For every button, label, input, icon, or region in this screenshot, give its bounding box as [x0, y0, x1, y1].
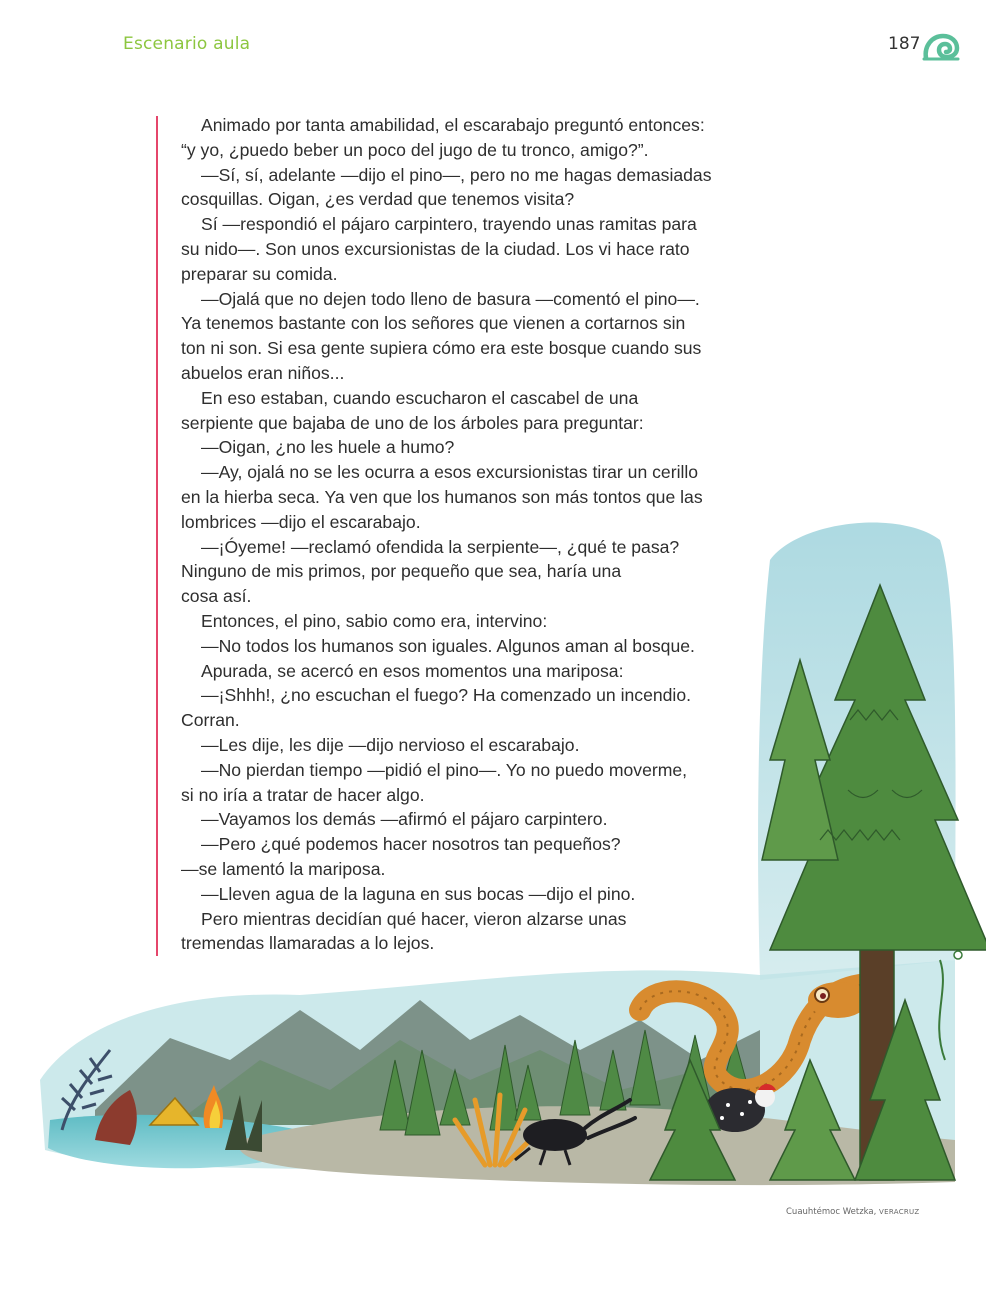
- story-line: —Ojalá que no dejen todo lleno de basura —comentó el pino—.: [201, 288, 700, 309]
- story-line: —se lamentó la mariposa.: [181, 858, 386, 879]
- story-line: —Oigan, ¿no les huele a humo?: [201, 437, 455, 458]
- story-line: Ninguno de mis primos, por pequeño que sea, haría una: [181, 561, 622, 582]
- story-line: Corran.: [181, 710, 240, 731]
- story-line: —Vayamos los demás —afirmó el pájaro carpintero.: [201, 809, 608, 830]
- story-line: lombrices —dijo el escarabajo.: [181, 511, 421, 532]
- story-line: Ya tenemos bastante con los señores que vienen a cortarnos sin: [181, 313, 686, 334]
- story-line: abuelos eran niños...: [181, 362, 345, 383]
- story-line: “y yo, ¿puedo beber un poco del jugo de tu tronco, amigo?”.: [181, 139, 649, 160]
- story-line: Sí —respondió el pájaro carpintero, trayendo unas ramitas para: [201, 214, 697, 235]
- story-line: ton ni son. Si esa gente supiera cómo era este bosque cuando sus: [181, 338, 702, 359]
- credit-artist: Cuauhtémoc Wetzka,: [786, 1207, 877, 1217]
- story-line: —No pierdan tiempo —pidió el pino—. Yo no puedo moverme,: [201, 759, 688, 780]
- story-line: Apurada, se acercó en esos momentos una mariposa:: [201, 660, 624, 681]
- story-line: —Pero ¿qué podemos hacer nosotros tan pequeños?: [201, 834, 621, 855]
- story-line: —¡Shhh!, ¿no escuchan el fuego? Ha comenzado un incendio.: [201, 685, 692, 706]
- spiral-logo-icon: [922, 28, 960, 62]
- credit-region: VERACRUZ: [879, 1208, 920, 1216]
- story-line: —Ay, ojalá no se les ocurra a esos excursionistas tirar un cerillo: [201, 462, 699, 483]
- story-text: [181, 113, 751, 956]
- story-line: cosquillas. Oigan, ¿es verdad que tenemos visita?: [181, 189, 575, 210]
- story-line: —Les dije, les dije —dijo nervioso el escarabajo.: [201, 734, 580, 755]
- story-line: Animado por tanta amabilidad, el escarabajo preguntó entonces:: [201, 115, 705, 135]
- margin-rule: [156, 116, 158, 956]
- story-line: Entonces, el pino, sabio como era, intervino:: [201, 610, 548, 631]
- running-header: Escenario aula: [123, 34, 251, 54]
- story-line: —Sí, sí, adelante —dijo el pino—, pero no me hagas demasiadas: [201, 164, 712, 185]
- story-line: tremendas llamaradas a lo lejos.: [181, 933, 435, 954]
- page-number: 187: [888, 34, 921, 54]
- story-line: —¡Óyeme! —reclamó ofendida la serpiente—, ¿qué te pasa?: [201, 536, 680, 557]
- story-line: cosa así.: [181, 586, 252, 607]
- story-line: En eso estaban, cuando escucharon el cascabel de una: [201, 387, 639, 408]
- story-line: —No todos los humanos son iguales. Algunos aman al bosque.: [201, 635, 695, 656]
- story-line: si no iría a tratar de hacer algo.: [181, 784, 425, 805]
- story-line: serpiente que bajaba de uno de los árboles para preguntar:: [181, 412, 644, 433]
- story-line: —Lleven agua de la laguna en sus bocas —dijo el pino.: [201, 883, 636, 904]
- story-line: su nido—. Son unos excursionistas de la ciudad. Los vi hace rato: [181, 238, 690, 259]
- story-line: en la hierba seca. Ya ven que los humanos son más tontos que las: [181, 486, 703, 507]
- story-line: Pero mientras decidían qué hacer, vieron alzarse unas: [201, 908, 627, 929]
- illustration-credit: [786, 1207, 919, 1217]
- story-line: preparar su comida.: [181, 263, 338, 284]
